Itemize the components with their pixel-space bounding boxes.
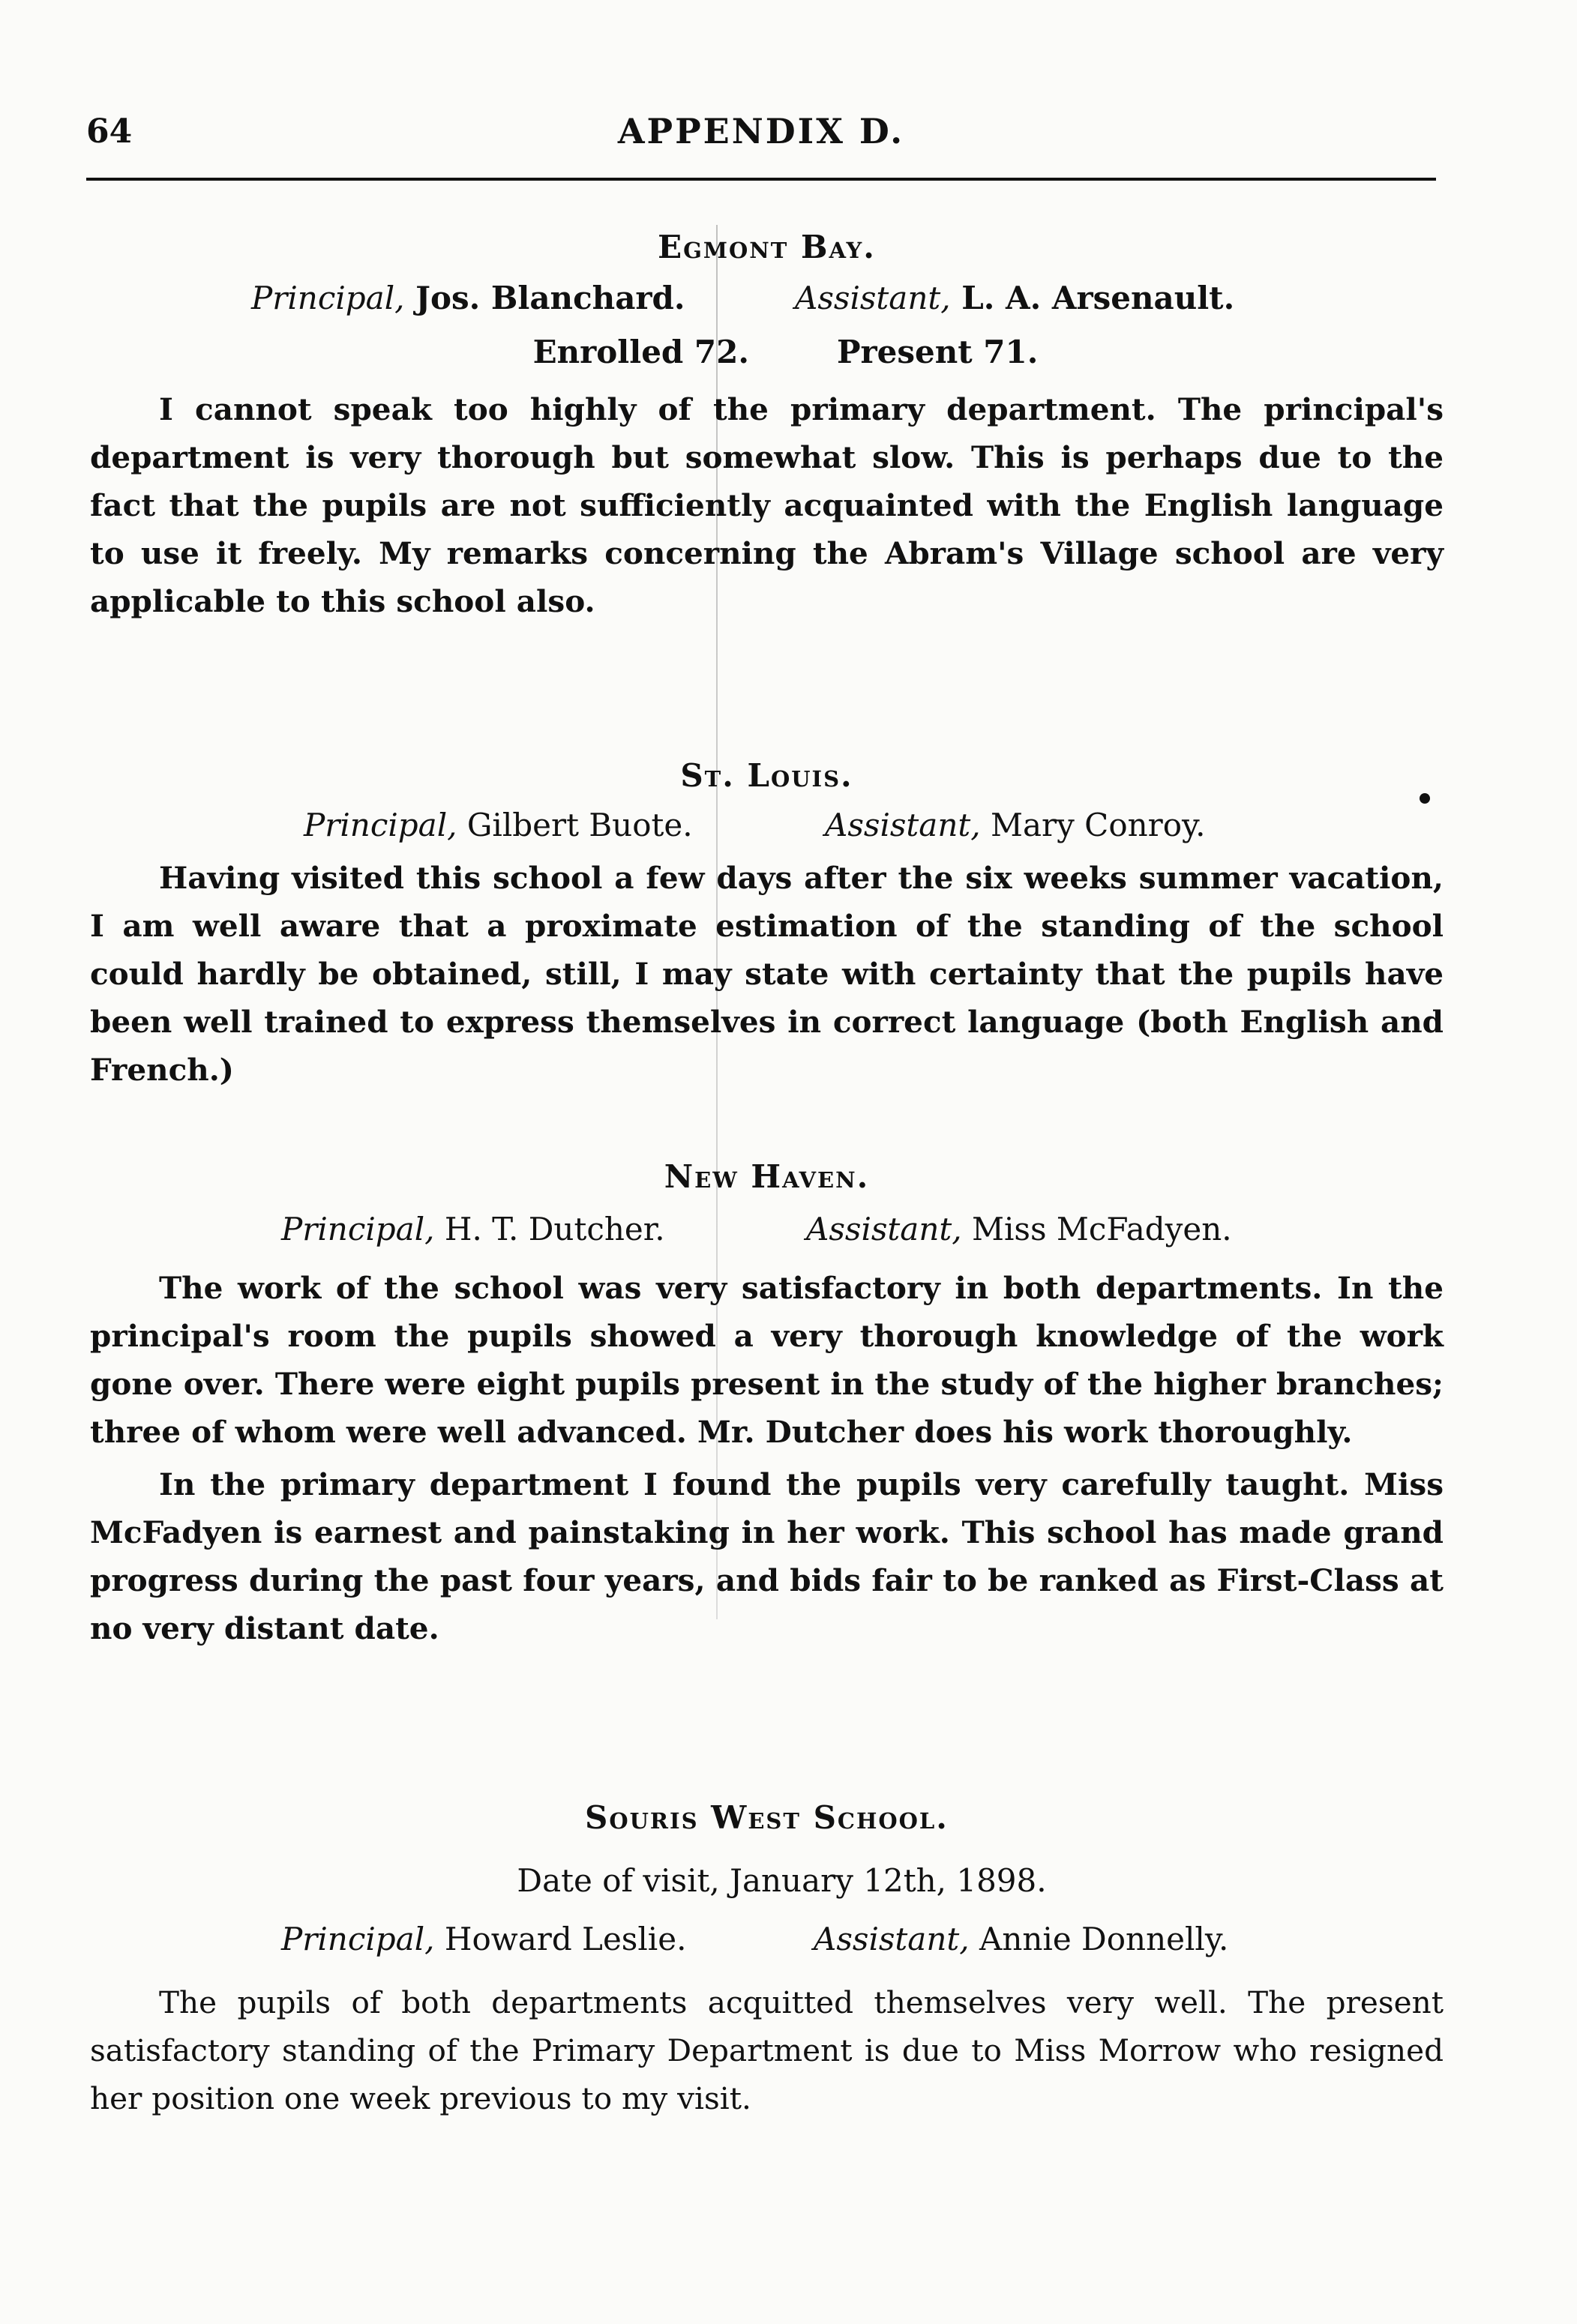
assistant-name: L. A. Arsenault.: [961, 280, 1235, 316]
section-st-louis: [90, 753, 1444, 1094]
staff-line: [90, 1205, 1444, 1253]
principal-name: Jos. Blanchard.: [415, 280, 685, 316]
paragraph: The pupils of both departments acquitted themselves very well. The present satisfactory standing of the Primary Department is due to Miss Morrow who resigned her position one week previous to my visit.: [90, 1984, 1444, 2116]
principal: [251, 274, 685, 322]
assistant-name: Annie Donnelly.: [979, 1921, 1229, 1957]
section-title: Egmont Bay.: [658, 229, 876, 265]
section-egmont-bay: [90, 225, 1444, 625]
principal-name: H. T. Dutcher.: [444, 1211, 665, 1247]
paragraph: Having visited this school a few days after the six weeks summer vacation, I am well aware that a proximate estimation of the standing of the school could hardly be obtained, still, I may state with certainty that the pupils have been well trained to express themselves in correct language (both English and French.): [90, 860, 1444, 1088]
paragraph: In the primary department I found the pupils very carefully taught. Miss McFadyen is earnest and painstaking in her work. This school has made grand progress during the past four years, and bids fair to be ranked as First-Class at no very distant date.: [90, 1466, 1444, 1646]
principal-name: Howard Leslie.: [444, 1921, 687, 1957]
assistant-role: Assistant,: [814, 1921, 970, 1957]
section-souris-west: [90, 1795, 1444, 2122]
paragraph: The work of the school was very satisfactory in both departments. In the principal's room the pupils showed a very thorough knowledge of the work gone over. There were eight pupils present in the study of the higher branches; three of whom were well advanced. Mr. Dutcher does his work thoroughly.: [90, 1270, 1444, 1450]
principal: [304, 801, 693, 849]
enrollment-stats: Enrolled 72. Present 71.: [532, 334, 1039, 370]
assistant: [825, 801, 1206, 849]
assistant: [806, 1205, 1232, 1253]
assistant-name: Miss McFadyen.: [971, 1211, 1232, 1247]
section-title: New Haven.: [664, 1158, 870, 1195]
assistant-role: Assistant,: [806, 1211, 962, 1247]
principal-role: Principal,: [251, 280, 405, 316]
section-title: Souris West School.: [585, 1799, 949, 1836]
assistant-name: Mary Conroy.: [990, 807, 1206, 843]
section-title: St. Louis.: [680, 757, 853, 794]
principal: [281, 1205, 665, 1253]
staff-line: [90, 274, 1444, 322]
running-title: APPENDIX D.: [617, 111, 905, 151]
assistant: [814, 1915, 1228, 1963]
paragraph: I cannot speak too highly of the primary department. The principal's department is very thorough but somewhat slow. This is perhaps due to the fact that the pupils are not sufficiently acquainted with the English language to use it freely. My remarks concerning the Abram's Village school are very applicable to this school also.: [90, 391, 1444, 619]
page-number: 64: [86, 112, 133, 151]
assistant-role: Assistant,: [795, 280, 951, 316]
principal-role: Principal,: [281, 1211, 435, 1247]
section-new-haven: [90, 1155, 1444, 1652]
principal-name: Gilbert Buote.: [466, 807, 693, 843]
staff-line: [90, 1915, 1444, 1963]
principal-role: Principal,: [281, 1921, 435, 1957]
principal: [281, 1915, 686, 1963]
staff-line: [90, 801, 1444, 849]
assistant-role: Assistant,: [825, 807, 981, 843]
assistant: [795, 274, 1234, 322]
principal-role: Principal,: [304, 807, 457, 843]
page-header: [86, 105, 1436, 165]
header-rule: [86, 178, 1436, 181]
visit-date: Date of visit, January 12th, 1898.: [517, 1862, 1047, 1899]
